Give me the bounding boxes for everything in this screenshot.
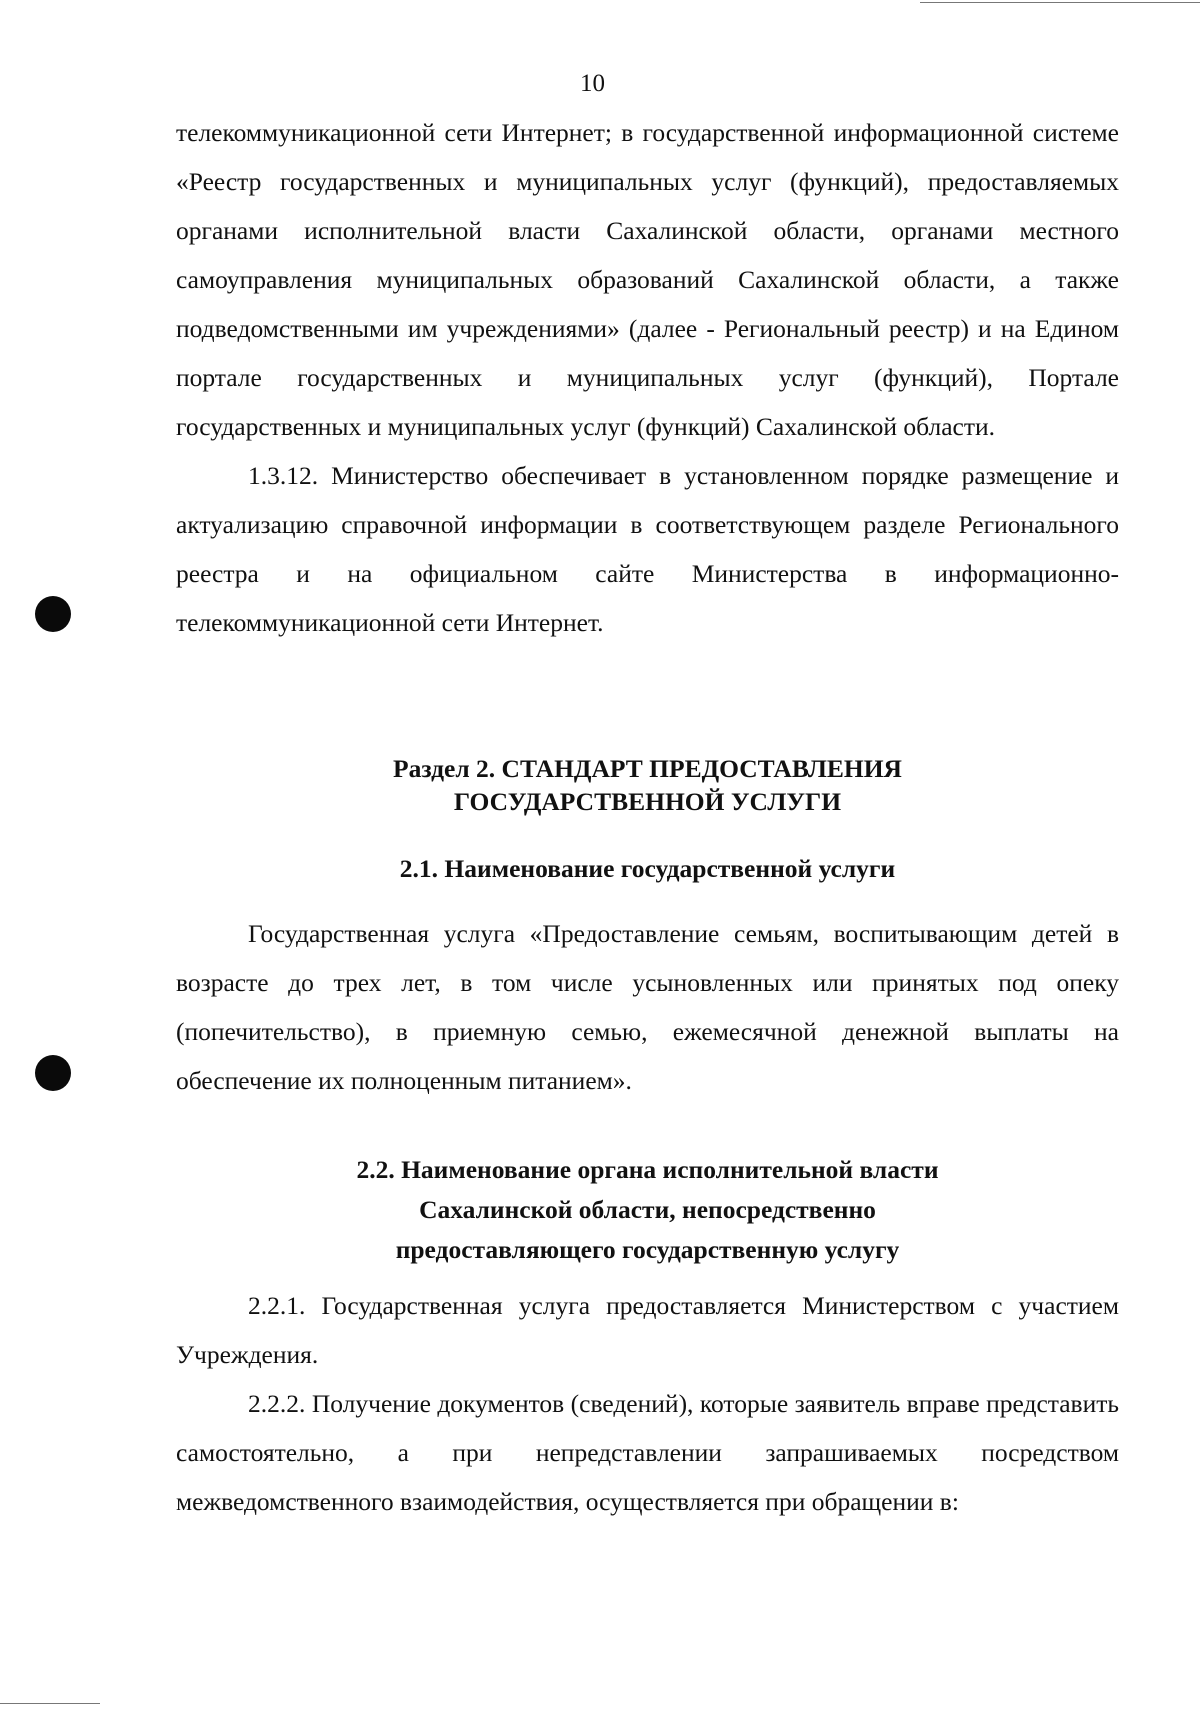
paragraph-2-2-1 [176, 1281, 1119, 1379]
text-line: телекоммуникационной сети Интернет; в государственной информационной [176, 118, 1024, 147]
paragraph-service-name [176, 909, 1119, 1105]
text-line: на обеспечение их полноценным питанием». [176, 1017, 1119, 1095]
text-line: системе «Реестр государственных и муниципальных услуг (функций), [176, 118, 1119, 196]
text-line: участием Учреждения. [176, 1291, 1120, 1369]
text-block-2-1 [176, 909, 1119, 1105]
text-line: Сахалинской области, а также подведомственными им учреждениями» (далее [176, 265, 1120, 343]
text-line: разделе Регионального реестра и на официальном сайте Министерства в [176, 510, 1119, 588]
paragraph-2-2-2 [176, 1379, 1119, 1526]
text-line: 2.2.1. Государственная услуга предоставляется Министерством с [248, 1291, 1003, 1320]
heading-line: 2.2. Наименование органа исполнительной власти [356, 1155, 939, 1184]
scan-edge-line [0, 1703, 100, 1704]
heading-line: ГОСУДАРСТВЕННОЙ УСЛУГИ [453, 787, 842, 816]
heading-line: 2.1. Наименование государственной услуги [399, 854, 896, 883]
text-line: органами местного самоуправления муниципальных образований [176, 216, 1119, 294]
text-line: информационно-телекоммуникационной сети Интернет. [176, 559, 1119, 637]
heading-line: Сахалинской области, непосредственно [419, 1195, 876, 1224]
subsection-2-1-heading [176, 852, 1119, 885]
text-line: - Региональный реестр) и на Едином портале государственных и [176, 314, 1120, 392]
text-line: муниципальных услуг (функций), Портале государственных и [176, 363, 1119, 441]
text-block-top [176, 108, 1119, 647]
text-line: детей в возрасте до трех лет, в том числе усыновленных или принятых под [176, 919, 1119, 997]
text-line: муниципальных услуг (функций) Сахалинской области. [387, 412, 995, 441]
heading-line: Раздел 2. СТАНДАРТ ПРЕДОСТАВЛЕНИЯ [393, 754, 902, 783]
text-block-2-2 [176, 1281, 1119, 1526]
binder-hole-mark [35, 596, 71, 632]
scan-edge-line [920, 2, 1200, 3]
text-line: посредством межведомственного взаимодействия, осуществляется при [176, 1438, 1120, 1516]
section-2-heading [176, 752, 1119, 818]
paragraph-registry-continuation [176, 108, 1119, 451]
text-line: опеку (попечительство), в приемную семью, ежемесячной денежной выплаты [176, 968, 1120, 1046]
subsection-2-2-heading [176, 1150, 1119, 1270]
heading-line: предоставляющего государственную услугу [395, 1235, 900, 1264]
text-line: 2.2.2. Получение документов (сведений), которые заявитель вправе [248, 1389, 980, 1418]
page-number: 10 [580, 70, 605, 97]
paragraph-1-3-12 [176, 451, 1119, 647]
text-line: предоставляемых органами исполнительной власти Сахалинской области, [176, 167, 1120, 245]
text-line: представить самостоятельно, а при непредставлении запрашиваемых [176, 1389, 1119, 1467]
text-line: обращении в: [811, 1487, 959, 1516]
binder-hole-mark [35, 1055, 71, 1091]
text-line: размещение и актуализацию справочной информации в соответствующем [176, 461, 1119, 539]
text-line: Государственная услуга «Предоставление семьям, воспитывающим [248, 919, 1018, 948]
text-line: 1.3.12. Министерство обеспечивает в установленном порядке [248, 461, 949, 490]
